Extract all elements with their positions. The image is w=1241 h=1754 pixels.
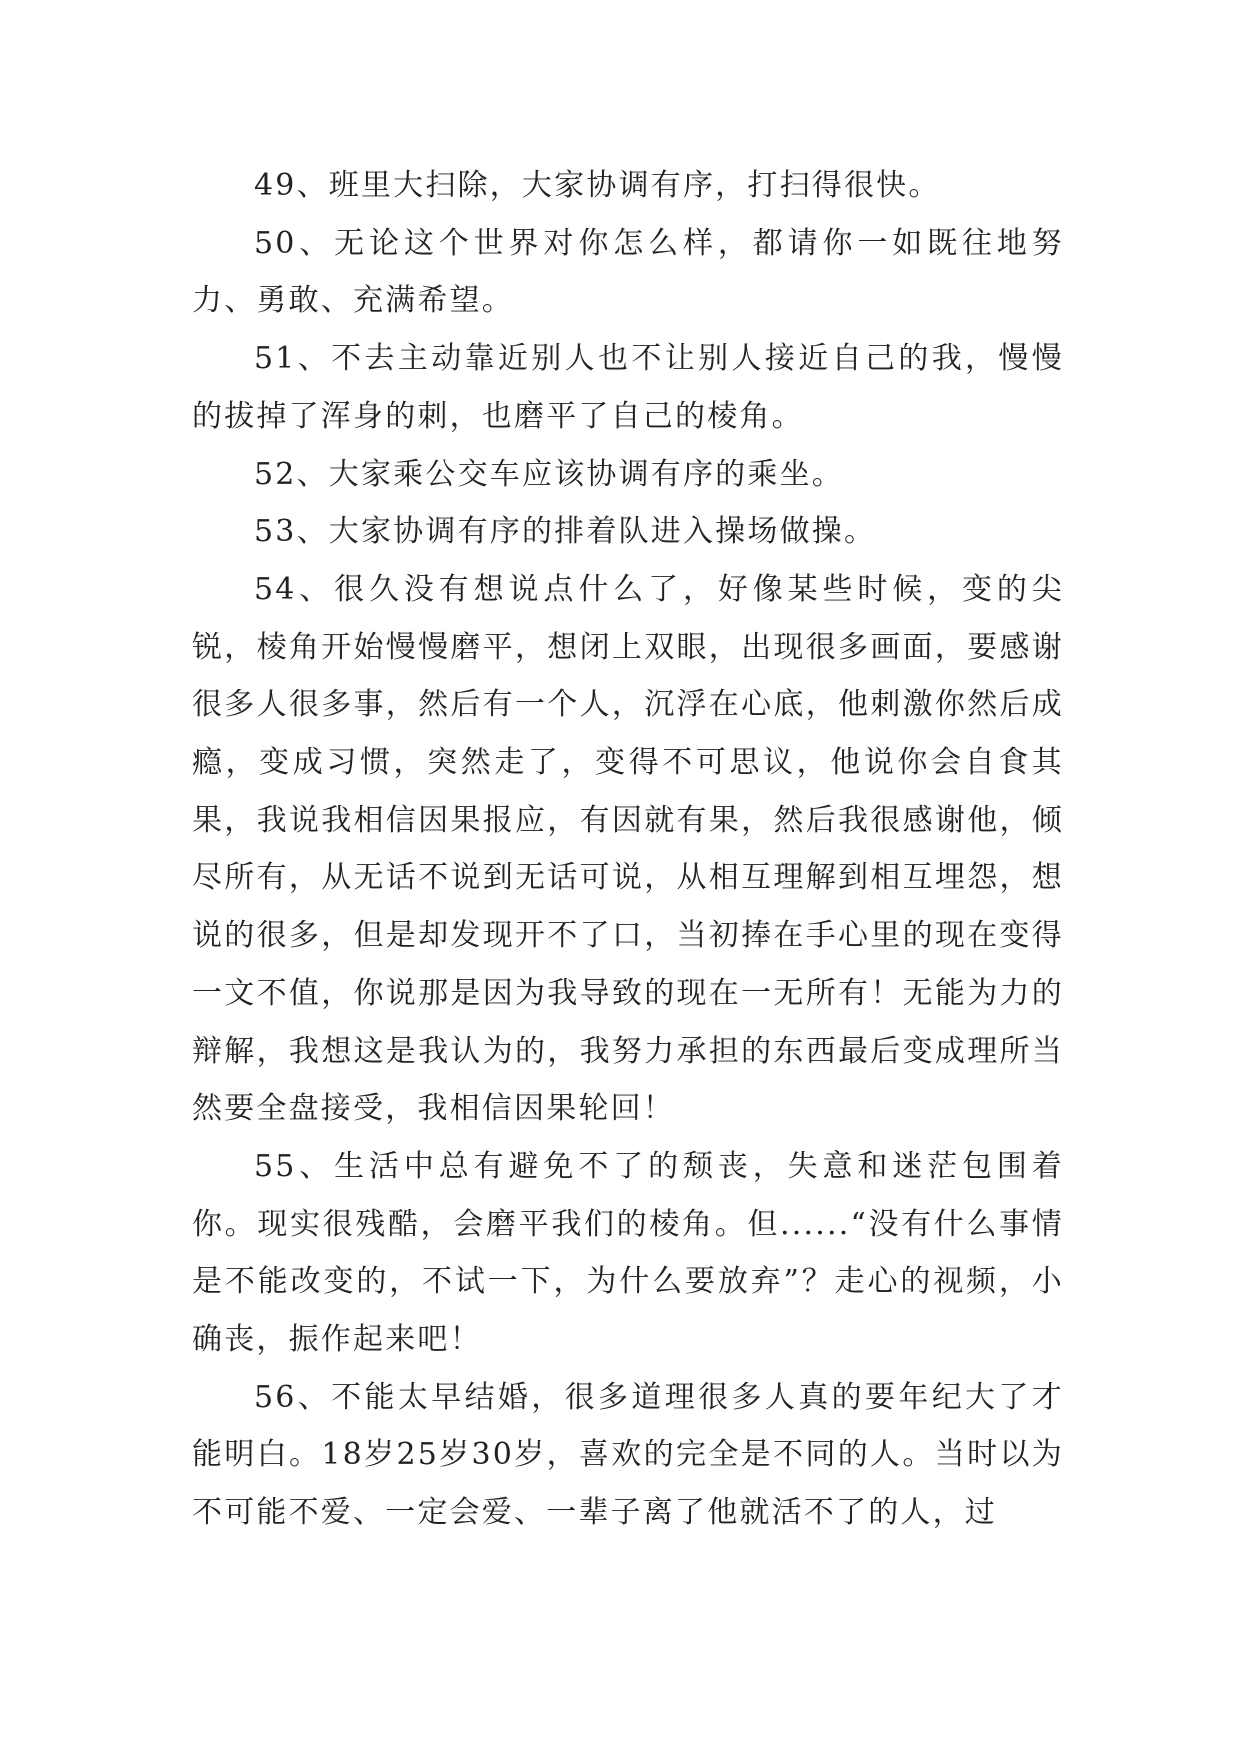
paragraph-50: 50、无论这个世界对你怎么样，都请你一如既往地努力、勇敢、充满希望。 [192,225,1064,319]
paragraph-54: 54、很久没有想说点什么了，好像某些时候，变的尖锐，棱角开始慢慢磨平，想闭上双眼，出现很多画面，要感谢很多人很多事，然后有一个人，沉浮在心底，他刺激你然后成瘾，变成习惯，突然走了，变得不可思议，他说你会自食其果，我说我相信因果报应，有因就有果，然后我很感谢他，倾尽所有，从无话不说到无话可说，从相互理解到相互埋怨，想说的很多，但是却发现开不了口，当初捧在手心里的现在变得一文不值，你说那是因为我导致的现在一无所有！无能为力的辩解，我想这是我认为的，我努力承担的东西最后变成理所当然要全盘接受，我相信因果轮回！ [192,571,1064,1127]
document-body [192,157,1064,1542]
paragraph-51: 51、不去主动靠近别人也不让别人接近自己的我，慢慢的拔掉了浑身的刺，也磨平了自己的棱角。 [192,341,1064,434]
paragraph-56: 56、不能太早结婚，很多道理很多人真的要年纪大了才能明白。18岁25岁30岁，喜欢的完全是不同的人。当时以为不可能不爱、一定会爱、一辈子离了他就活不了的人，过 [192,1379,1064,1531]
paragraph-53: 53、大家协调有序的排着队进入操场做操。 [254,514,877,550]
paragraph-49: 49、班里大扫除，大家协调有序，打扫得很快。 [254,168,941,203]
paragraph-55: 55、生活中总有避免不了的颓丧，失意和迷茫包围着你。现实很残酷，会磨平我们的棱角。但......“没有什么事情是不能改变的，不试一下，为什么要放弃”？走心的视频，小确丧，振作起来吧！ [192,1148,1064,1358]
paragraph-52: 52、大家乘公交车应该协调有序的乘坐。 [254,456,844,492]
